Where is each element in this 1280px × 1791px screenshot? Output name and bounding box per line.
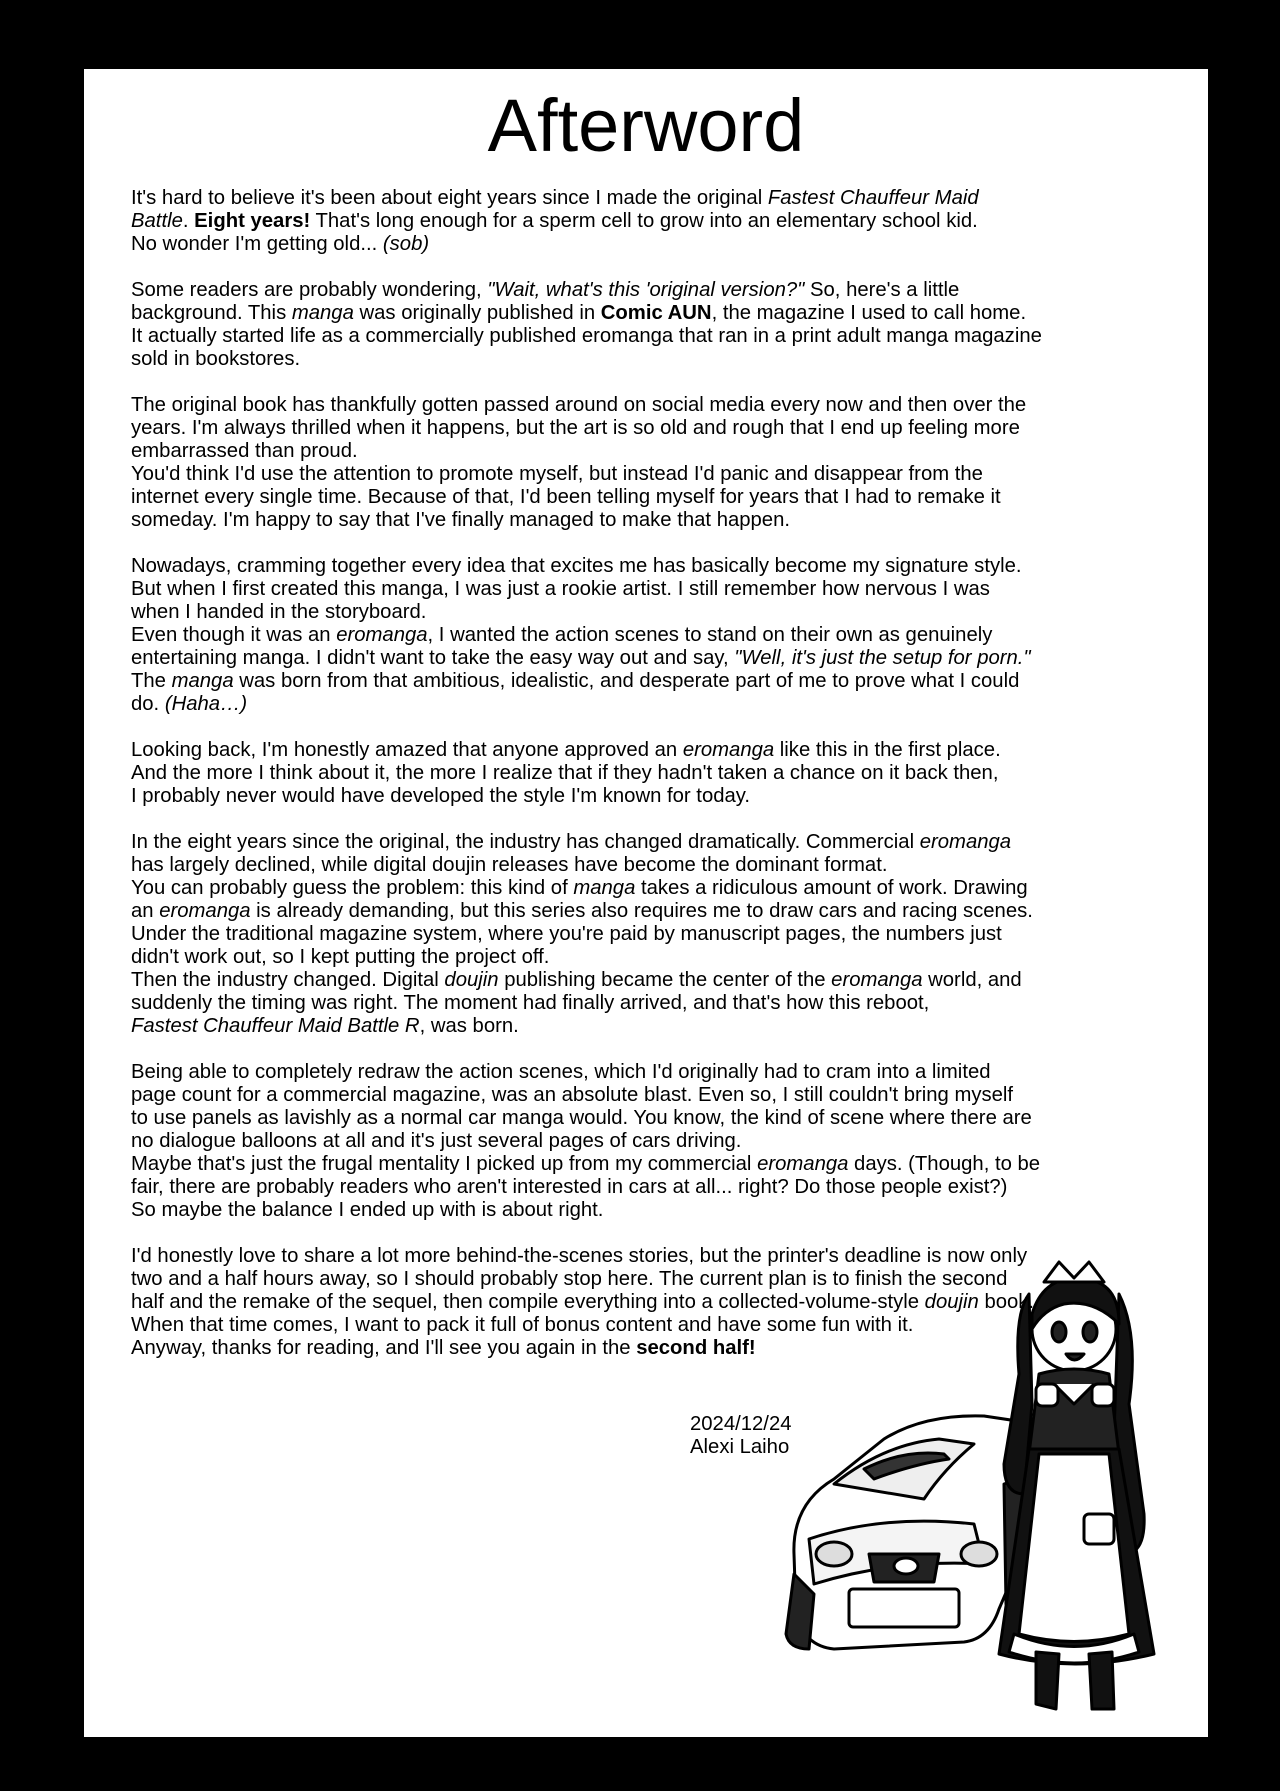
text-line: [131, 693, 1176, 716]
text-line: [131, 440, 1176, 463]
text-run: like this in the first place.: [774, 739, 1001, 761]
italic-text: manga: [573, 877, 636, 899]
text-run: But when I first created this manga, I was just a rookie artist. I still remember how nervous I was: [131, 578, 990, 600]
page-title: Afterword: [487, 84, 805, 167]
text-run: two and a half hours away, so I should probably stop here. The current plan is to finish the second: [131, 1268, 1008, 1290]
text-run: Some readers are probably wondering,: [131, 279, 488, 301]
italic-text: eromanga: [682, 739, 775, 761]
text-run: You'd think I'd use the attention to promote myself, but instead I'd panic and disappear from the: [131, 463, 983, 485]
text-line: [131, 831, 1176, 854]
text-line: [131, 647, 1176, 670]
text-line: [131, 946, 1176, 969]
text-run: And the more I think about it, the more I realize that if they hadn't taken a chance on it back then,: [131, 762, 999, 784]
text-line: [131, 302, 1176, 325]
text-run: Then the industry changed. Digital: [131, 969, 445, 991]
text-run: takes a ridiculous amount of work. Drawing: [635, 877, 1028, 899]
text-run: That's long enough for a sperm cell to grow into an elementary school kid.: [310, 210, 978, 232]
text-run: Nowadays, cramming together every idea that excites me has basically become my signature style.: [131, 555, 1022, 577]
italic-text: doujin: [924, 1291, 979, 1313]
afterword-page: [84, 69, 1208, 1737]
text-line: [131, 739, 1176, 762]
text-run: half and the remake of the sequel, then compile everything into a collected-volume-style: [131, 1291, 925, 1313]
text-run: to use panels as lavishly as a normal car manga would. You know, the kind of scene where there are: [131, 1107, 1032, 1129]
text-run: suddenly the timing was right. The moment had finally arrived, and that's how this reboot,: [131, 992, 930, 1014]
text-run: entertaining manga. I didn't want to take the easy way out and say,: [131, 647, 735, 669]
text-run: was born from that ambitious, idealistic, and desperate part of me to prove what I could: [233, 670, 1020, 692]
text-run: an: [131, 900, 160, 922]
text-run: When that time comes, I want to pack it full of bonus content and have some fun with it.: [131, 1314, 914, 1336]
text-line: [131, 785, 1176, 808]
text-line: [131, 348, 1176, 371]
text-line: [131, 969, 1176, 992]
maid-and-car-illustration-icon: [774, 1254, 1174, 1724]
italic-text: eromanga: [336, 624, 428, 646]
text-line: [131, 1130, 1176, 1153]
italic-text: doujin: [444, 969, 499, 991]
italic-text: Fastest Chauffeur Maid: [767, 187, 979, 209]
text-line: [131, 463, 1176, 486]
text-run: background. This: [131, 302, 292, 324]
afterword-body: [131, 187, 1176, 1383]
text-run: embarrassed than proud.: [131, 440, 358, 462]
text-line: [131, 210, 1176, 233]
text-line: [131, 1015, 1176, 1038]
text-line: [131, 1061, 1176, 1084]
signature-date: 2024/12/24: [690, 1413, 792, 1435]
text-line: [131, 624, 1176, 647]
text-run: Anyway, thanks for reading, and I'll see you again in the: [131, 1337, 637, 1359]
text-run: I probably never would have developed the style I'm known for today.: [131, 785, 751, 807]
italic-text: eromanga: [757, 1153, 849, 1175]
text-line: [131, 555, 1176, 578]
paragraph: [131, 187, 1176, 256]
text-line: [131, 1153, 1176, 1176]
text-run: , was born.: [419, 1015, 519, 1037]
italic-text: "Wait, what's this 'original version?": [487, 279, 805, 301]
italic-text: Battle: [131, 210, 183, 232]
text-run: sold in bookstores.: [131, 348, 301, 370]
text-run: book.: [978, 1291, 1035, 1313]
italic-text: manga: [171, 670, 234, 692]
text-run: days. (Though, to be: [848, 1153, 1041, 1175]
text-run: someday. I'm happy to say that I've finally managed to make that happen.: [131, 509, 791, 531]
text-line: [131, 670, 1176, 693]
text-run: internet every single time. Because of that, I'd been telling myself for years that I had to remake it: [131, 486, 1001, 508]
text-run: So, here's a little: [804, 279, 960, 301]
text-run: years. I'm always thrilled when it happens, but the art is so old and rough that I end up feeling more: [131, 417, 1020, 439]
text-run: The original book has thankfully gotten passed around on social media every now and then over the: [131, 394, 1027, 416]
text-run: You can probably guess the problem: this kind of: [131, 877, 574, 899]
paragraph: [131, 1061, 1176, 1222]
text-line: [131, 1084, 1176, 1107]
text-line: [131, 900, 1176, 923]
text-run: page count for a commercial magazine, was an absolute blast. Even so, I still couldn't bring myself: [131, 1084, 1014, 1106]
text-run: I'd honestly love to share a lot more behind-the-scenes stories, but the printer's deadline is now only: [131, 1245, 1028, 1267]
text-line: [131, 1176, 1176, 1199]
text-run: was originally published in: [353, 302, 601, 324]
text-run: Looking back, I'm honestly amazed that anyone approved an: [131, 739, 683, 761]
paragraph: [131, 555, 1176, 716]
text-run: Maybe that's just the frugal mentality I picked up from my commercial: [131, 1153, 758, 1175]
text-line: [131, 279, 1176, 302]
italic-text: eromanga: [919, 831, 1012, 853]
italic-text: (Haha…): [164, 693, 248, 715]
text-run: has largely declined, while digital doujin releases have become the dominant format.: [131, 854, 888, 876]
text-run: no dialogue balloons at all and it's just several pages of cars driving.: [131, 1130, 742, 1152]
text-line: [131, 923, 1176, 946]
text-run: didn't work out, so I kept putting the project off.: [131, 946, 550, 968]
text-line: [131, 578, 1176, 601]
paragraph: [131, 739, 1176, 808]
paragraph: [131, 394, 1176, 532]
text-line: [131, 854, 1176, 877]
text-run: is already demanding, but this series also requires me to draw cars and racing scenes.: [250, 900, 1033, 922]
text-run: publishing became the center of the: [498, 969, 832, 991]
paragraph: [131, 279, 1176, 371]
text-run: So maybe the balance I ended up with is about right.: [131, 1199, 604, 1221]
text-line: [131, 877, 1176, 900]
text-line: [131, 417, 1176, 440]
text-run: In the eight years since the original, the industry has changed dramatically. Commercial: [131, 831, 920, 853]
text-run: when I handed in the storyboard.: [131, 601, 427, 623]
text-run: Under the traditional magazine system, where you're paid by manuscript pages, the numbers just: [131, 923, 1002, 945]
text-run: do.: [131, 693, 165, 715]
text-line: [131, 486, 1176, 509]
bold-text: Comic AUN: [600, 302, 712, 324]
text-line: [131, 1199, 1176, 1222]
text-run: Being able to completely redraw the action scenes, which I'd originally had to cram into a limited: [131, 1061, 991, 1083]
bold-text: second half!: [636, 1337, 756, 1359]
text-line: [131, 325, 1176, 348]
text-run: , I wanted the action scenes to stand on their own as genuinely: [427, 624, 993, 646]
text-line: [131, 187, 1176, 210]
text-line: [131, 394, 1176, 417]
text-line: [131, 601, 1176, 624]
italic-text: "Well, it's just the setup for porn.": [734, 647, 1031, 669]
text-run: Even though it was an: [131, 624, 337, 646]
paragraph: [131, 831, 1176, 1038]
text-run: It actually started life as a commercially published eromanga that ran in a print adult manga magazine: [131, 325, 1042, 347]
text-line: [131, 233, 1176, 256]
text-run: , the magazine I used to call home.: [711, 302, 1027, 324]
italic-text: eromanga: [159, 900, 251, 922]
text-run: .: [182, 210, 195, 232]
bold-text: Eight years!: [194, 210, 311, 232]
italic-text: Fastest Chauffeur Maid Battle R: [131, 1015, 420, 1037]
text-run: fair, there are probably readers who aren't interested in cars at all... right? Do those people exist?): [131, 1176, 1008, 1198]
italic-text: eromanga: [831, 969, 923, 991]
text-run: No wonder I'm getting old...: [131, 233, 383, 255]
text-run: The: [131, 670, 172, 692]
signature-author: Alexi Laiho: [690, 1436, 790, 1458]
italic-text: (sob): [382, 233, 430, 255]
text-run: It's hard to believe it's been about eight years since I made the original: [131, 187, 768, 209]
text-run: world, and: [922, 969, 1022, 991]
text-line: [131, 509, 1176, 532]
italic-text: manga: [291, 302, 354, 324]
text-line: [131, 992, 1176, 1015]
text-line: [131, 1107, 1176, 1130]
text-line: [131, 762, 1176, 785]
